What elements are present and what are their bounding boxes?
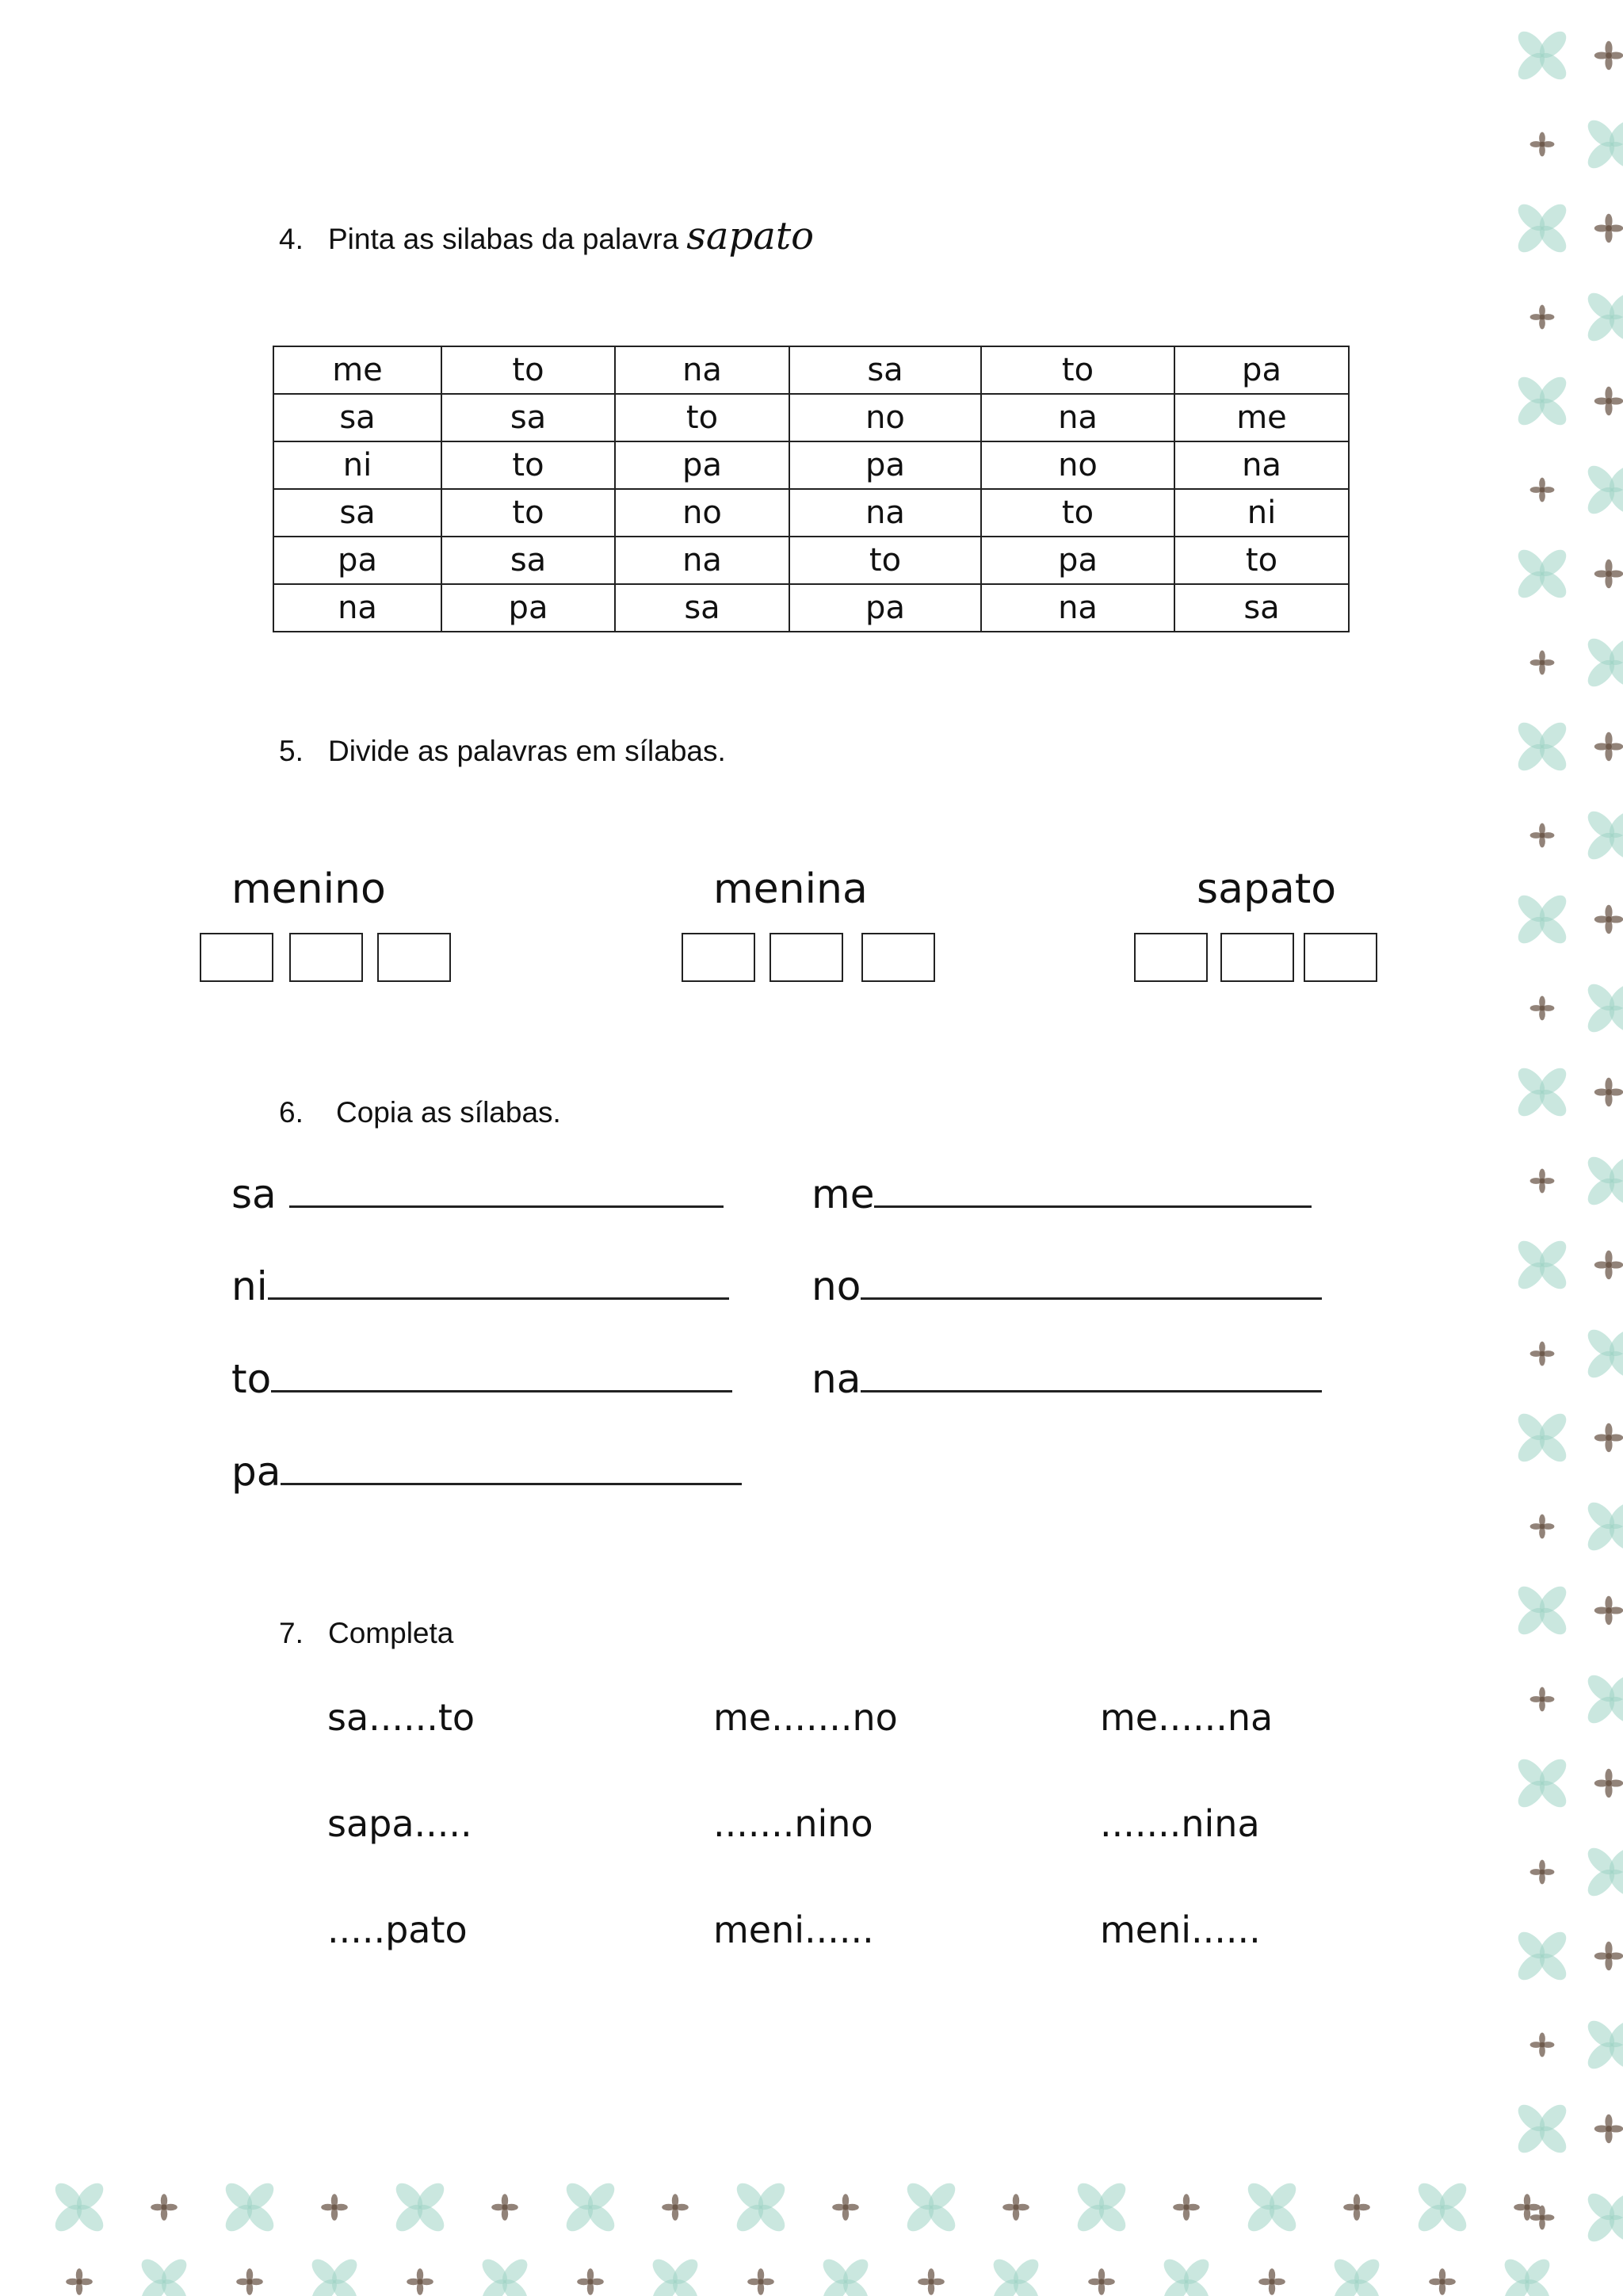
flower-motif <box>1530 1342 1555 1366</box>
leaf-motif <box>1583 288 1623 346</box>
leaf-motif <box>1583 1843 1623 1901</box>
leaf-motif <box>1414 2179 1471 2236</box>
copy-syllable: na <box>812 1356 861 1402</box>
grid-cell[interactable]: sa <box>615 584 789 632</box>
flower-motif <box>1088 2268 1115 2295</box>
leaf-motif <box>1583 1152 1623 1209</box>
question-text: Divide as palavras em sílabas. <box>328 735 726 767</box>
writing-line[interactable] <box>268 1267 729 1300</box>
flower-motif <box>1530 996 1555 1021</box>
leaf-motif <box>137 2255 191 2296</box>
grid-cell[interactable]: to <box>441 346 615 394</box>
leaf-motif <box>1583 634 1623 691</box>
leaf-motif <box>562 2179 619 2236</box>
syllable-box[interactable] <box>1134 933 1208 982</box>
flower-motif <box>321 2194 348 2221</box>
grid-cell[interactable]: ni <box>1174 489 1349 537</box>
syllable-box[interactable] <box>1304 933 1377 982</box>
question-number: 5. <box>279 735 304 767</box>
grid-cell[interactable]: pa <box>441 584 615 632</box>
leaf-motif <box>1514 372 1571 430</box>
flower-motif <box>1258 2268 1285 2295</box>
grid-cell[interactable]: na <box>615 346 789 394</box>
question-text: Pinta as silabas da palavra <box>328 223 679 255</box>
word-menina: menina <box>713 865 868 913</box>
copy-syllable: to <box>231 1356 272 1402</box>
flower-motif <box>1594 1942 1623 1970</box>
question-6-heading <box>279 1096 561 1129</box>
grid-row <box>273 441 1349 489</box>
leaf-motif <box>732 2179 789 2236</box>
grid-row <box>273 489 1349 537</box>
grid-row <box>273 537 1349 584</box>
flower-motif <box>1594 1251 1623 1279</box>
grid-cell[interactable]: na <box>789 489 981 537</box>
leaf-motif <box>989 2255 1043 2296</box>
writing-line[interactable] <box>874 1175 1312 1208</box>
question-number: 4. <box>279 223 304 255</box>
flower-motif <box>1530 823 1555 848</box>
grid-cell[interactable]: to <box>441 489 615 537</box>
word-menino: menino <box>231 865 386 913</box>
syllable-box[interactable] <box>289 933 363 982</box>
copy-row-to <box>231 1356 732 1402</box>
flower-motif <box>1429 2268 1456 2295</box>
question-5-heading <box>279 735 726 768</box>
grid-cell[interactable]: pa <box>273 537 441 584</box>
leaf-motif <box>1514 718 1571 775</box>
grid-cell[interactable]: pa <box>789 584 981 632</box>
grid-cell[interactable]: me <box>1174 394 1349 441</box>
flower-motif <box>1530 478 1555 502</box>
flower-motif <box>1530 1169 1555 1194</box>
leaf-motif <box>1583 2016 1623 2073</box>
grid-cell[interactable]: to <box>1174 537 1349 584</box>
syllable-box[interactable] <box>682 933 755 982</box>
complete-item[interactable]: .....pato <box>327 1908 468 1951</box>
decorative-border-right <box>1504 0 1623 2296</box>
leaf-motif <box>1514 891 1571 948</box>
copy-row-sa <box>231 1171 724 1217</box>
grid-cell[interactable]: ni <box>273 441 441 489</box>
leaf-motif <box>1583 980 1623 1037</box>
grid-cell[interactable]: sa <box>789 346 981 394</box>
copy-row-me <box>812 1171 1312 1217</box>
flower-motif <box>1594 1596 1623 1625</box>
complete-item[interactable]: sapa..... <box>327 1802 472 1845</box>
leaf-motif <box>1514 545 1571 602</box>
grid-cell[interactable]: no <box>615 489 789 537</box>
grid-cell[interactable]: to <box>981 489 1174 537</box>
complete-item[interactable]: .......nino <box>713 1802 873 1845</box>
flower-motif <box>577 2268 604 2295</box>
copy-syllable: no <box>812 1263 861 1309</box>
leaf-motif <box>1514 27 1571 84</box>
leaf-motif <box>1243 2179 1300 2236</box>
leaf-motif <box>1583 1325 1623 1382</box>
flower-motif <box>1173 2194 1200 2221</box>
leaf-motif <box>1514 1064 1571 1121</box>
grid-cell[interactable]: na <box>273 584 441 632</box>
leaf-motif <box>819 2255 873 2296</box>
flower-motif <box>1530 1860 1555 1885</box>
flower-motif <box>66 2268 93 2295</box>
leaf-motif <box>1514 1582 1571 1639</box>
complete-item[interactable]: me.......no <box>713 1696 898 1739</box>
flower-motif <box>151 2194 178 2221</box>
syllable-box[interactable] <box>377 933 451 982</box>
flower-motif <box>1530 2033 1555 2057</box>
grid-cell[interactable]: sa <box>1174 584 1349 632</box>
grid-row <box>273 584 1349 632</box>
flower-motif <box>662 2194 689 2221</box>
grid-cell[interactable]: pa <box>615 441 789 489</box>
flower-motif <box>1530 1515 1555 1539</box>
copy-row-na <box>812 1356 1322 1402</box>
syllable-box[interactable] <box>861 933 935 982</box>
flower-motif <box>1594 1078 1623 1106</box>
flower-motif <box>1530 132 1555 157</box>
leaf-motif <box>1583 1671 1623 1728</box>
leaf-motif <box>1514 1409 1571 1466</box>
grid-cell[interactable]: na <box>981 394 1174 441</box>
writing-line[interactable] <box>281 1453 742 1485</box>
question-text: Copia as sílabas. <box>336 1096 561 1129</box>
leaf-motif <box>1514 1755 1571 1812</box>
flower-motif <box>747 2268 774 2295</box>
grid-cell[interactable]: sa <box>273 394 441 441</box>
leaf-motif <box>1514 200 1571 257</box>
flower-motif <box>1002 2194 1029 2221</box>
copy-row-no <box>812 1263 1322 1309</box>
writing-line[interactable] <box>861 1267 1322 1300</box>
leaf-motif <box>1500 2255 1554 2296</box>
grid-cell[interactable]: pa <box>789 441 981 489</box>
flower-motif <box>1594 1423 1623 1452</box>
grid-cell[interactable]: na <box>1174 441 1349 489</box>
complete-item[interactable]: meni...... <box>713 1908 874 1951</box>
leaf-motif <box>1583 1498 1623 1555</box>
copy-syllable: pa <box>231 1449 281 1495</box>
question-number: 6. <box>279 1096 304 1129</box>
flower-motif <box>1594 1769 1623 1797</box>
syllable-box[interactable] <box>200 933 273 982</box>
grid-cell[interactable]: to <box>789 537 981 584</box>
grid-cell[interactable]: to <box>615 394 789 441</box>
word-sapato: sapato <box>1197 865 1337 913</box>
leaf-motif <box>51 2179 108 2236</box>
flower-motif <box>1530 1687 1555 1712</box>
flower-motif <box>491 2194 518 2221</box>
syllable-grid <box>273 346 1350 632</box>
grid-row <box>273 394 1349 441</box>
leaf-motif <box>391 2179 449 2236</box>
copy-syllable: ni <box>231 1263 268 1309</box>
leaf-motif <box>1514 1236 1571 1293</box>
decorative-border-bottom <box>0 2137 1623 2296</box>
leaf-motif <box>1583 461 1623 518</box>
grid-row <box>273 346 1349 394</box>
copy-row-ni <box>231 1263 729 1309</box>
grid-cell[interactable]: no <box>789 394 981 441</box>
leaf-motif <box>478 2255 532 2296</box>
flower-motif <box>832 2194 859 2221</box>
flower-motif <box>1594 560 1623 588</box>
leaf-motif <box>1583 116 1623 173</box>
grid-cell[interactable]: me <box>273 346 441 394</box>
grid-cell[interactable]: sa <box>273 489 441 537</box>
grid-cell[interactable]: na <box>981 584 1174 632</box>
complete-item[interactable]: me......na <box>1100 1696 1274 1739</box>
leaf-motif <box>1330 2255 1384 2296</box>
flower-motif <box>1594 905 1623 934</box>
complete-item[interactable]: meni...... <box>1100 1908 1261 1951</box>
question-number: 7. <box>279 1617 304 1649</box>
leaf-motif <box>1073 2179 1130 2236</box>
writing-line[interactable] <box>861 1360 1322 1392</box>
leaf-motif <box>903 2179 960 2236</box>
grid-cell[interactable]: to <box>441 441 615 489</box>
flower-motif <box>1594 41 1623 70</box>
syllable-box[interactable] <box>1220 933 1294 982</box>
flower-motif <box>407 2268 433 2295</box>
grid-cell[interactable]: pa <box>1174 346 1349 394</box>
leaf-motif <box>1159 2255 1213 2296</box>
flower-motif <box>918 2268 945 2295</box>
flower-motif <box>236 2268 263 2295</box>
grid-cell[interactable]: sa <box>441 537 615 584</box>
writing-line[interactable] <box>289 1175 724 1208</box>
flower-motif <box>1594 387 1623 415</box>
copy-syllable: sa <box>231 1171 277 1217</box>
leaf-motif <box>1514 1927 1571 1985</box>
complete-item[interactable]: sa......to <box>327 1696 475 1739</box>
flower-motif <box>1594 732 1623 761</box>
complete-item[interactable]: .......nina <box>1100 1802 1260 1845</box>
flower-motif <box>1343 2194 1370 2221</box>
script-word: sapato <box>686 214 814 258</box>
grid-cell[interactable]: pa <box>981 537 1174 584</box>
grid-cell[interactable]: no <box>981 441 1174 489</box>
grid-cell[interactable]: sa <box>441 394 615 441</box>
syllable-table <box>273 346 1350 632</box>
leaf-motif <box>221 2179 278 2236</box>
question-4-heading <box>279 214 814 258</box>
leaf-motif <box>1583 807 1623 864</box>
grid-cell[interactable]: na <box>615 537 789 584</box>
grid-cell[interactable]: to <box>981 346 1174 394</box>
leaf-motif <box>648 2255 702 2296</box>
writing-line[interactable] <box>271 1360 732 1392</box>
question-7-heading <box>279 1617 453 1650</box>
flower-motif <box>1530 651 1555 675</box>
flower-motif <box>1514 2194 1541 2221</box>
syllable-box[interactable] <box>769 933 843 982</box>
copy-syllable: me <box>812 1171 875 1217</box>
leaf-motif <box>307 2255 361 2296</box>
question-text: Completa <box>328 1617 454 1649</box>
flower-motif <box>1594 214 1623 243</box>
flower-motif <box>1530 305 1555 330</box>
copy-row-pa <box>231 1449 742 1495</box>
